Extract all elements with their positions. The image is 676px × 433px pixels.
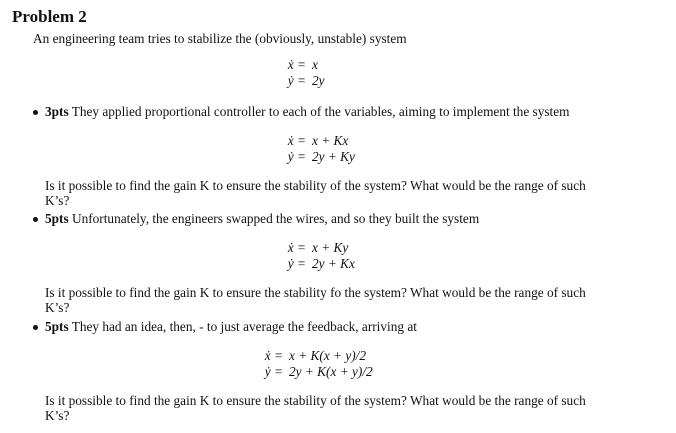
equation-rhs: 2y [312,73,325,88]
equation-lhs: ẋ = [264,348,283,363]
part-3-text: They had an idea, then, - to just average the feedback, arriving at [68,319,417,334]
part-1-text: They applied proportional controller to each of the variables, aiming to implement the system [68,104,570,119]
equation-rhs: x + K(x + y)/2 [289,348,367,363]
equation-rhs: x + Kx [312,133,349,148]
problem-title: Problem 2 [12,7,87,26]
equation-lhs: ẏ = [287,256,306,271]
equation-rhs: 2y + Kx [312,256,355,271]
equation-lhs: ẋ = [287,57,306,72]
bullet-point [33,325,38,330]
part-3-question-line-1: Is it possible to find the gain K to ensure the stability of the system? What would be the range of such [45,393,586,408]
system-equation-y [276,73,325,89]
part-2-equation-y [276,256,355,272]
part-1-question-line-2: K’s? [45,193,70,208]
part-3-question-line-2: K’s? [45,408,70,423]
equation-rhs: 2y + K(x + y)/2 [289,364,373,379]
equation-rhs: x + Ky [312,240,349,255]
equation-lhs: ẏ = [287,149,306,164]
part-2-equation-x [276,240,348,256]
part-2-text: Unfortunately, the engineers swapped the wires, and so they built the system [68,211,480,226]
part-2-question-line-1: Is it possible to find the gain K to ensure the stability fo the system? What would be the range of such [45,285,586,300]
equation-rhs: 2y + Ky [312,149,355,164]
part-3-statement [45,319,417,335]
part-2-statement [45,211,479,227]
equation-rhs: x [312,57,318,72]
bullet-point [33,110,38,115]
part-3-equation-y [253,364,373,380]
part-1-equation-x [276,133,348,149]
part-1-question-line-1: Is it possible to find the gain K to ensure the stability of the system? What would be the range of such [45,178,586,193]
equation-lhs: ẋ = [287,240,306,255]
system-equation-x [276,57,318,73]
problem-intro: An engineering team tries to stabilize the (obviously, unstable) system [33,31,407,46]
part-3-points: 5pts [45,319,69,334]
part-1-equation-y [276,149,355,165]
part-3-equation-x [253,348,366,364]
equation-lhs: ẏ = [264,364,283,379]
part-2-question-line-2: K’s? [45,300,70,315]
bullet-point [33,217,38,222]
part-1-points: 3pts [45,104,69,119]
equation-lhs: ẋ = [287,133,306,148]
equation-lhs: ẏ = [287,73,306,88]
part-1-statement [45,104,570,120]
part-2-points: 5pts [45,211,69,226]
